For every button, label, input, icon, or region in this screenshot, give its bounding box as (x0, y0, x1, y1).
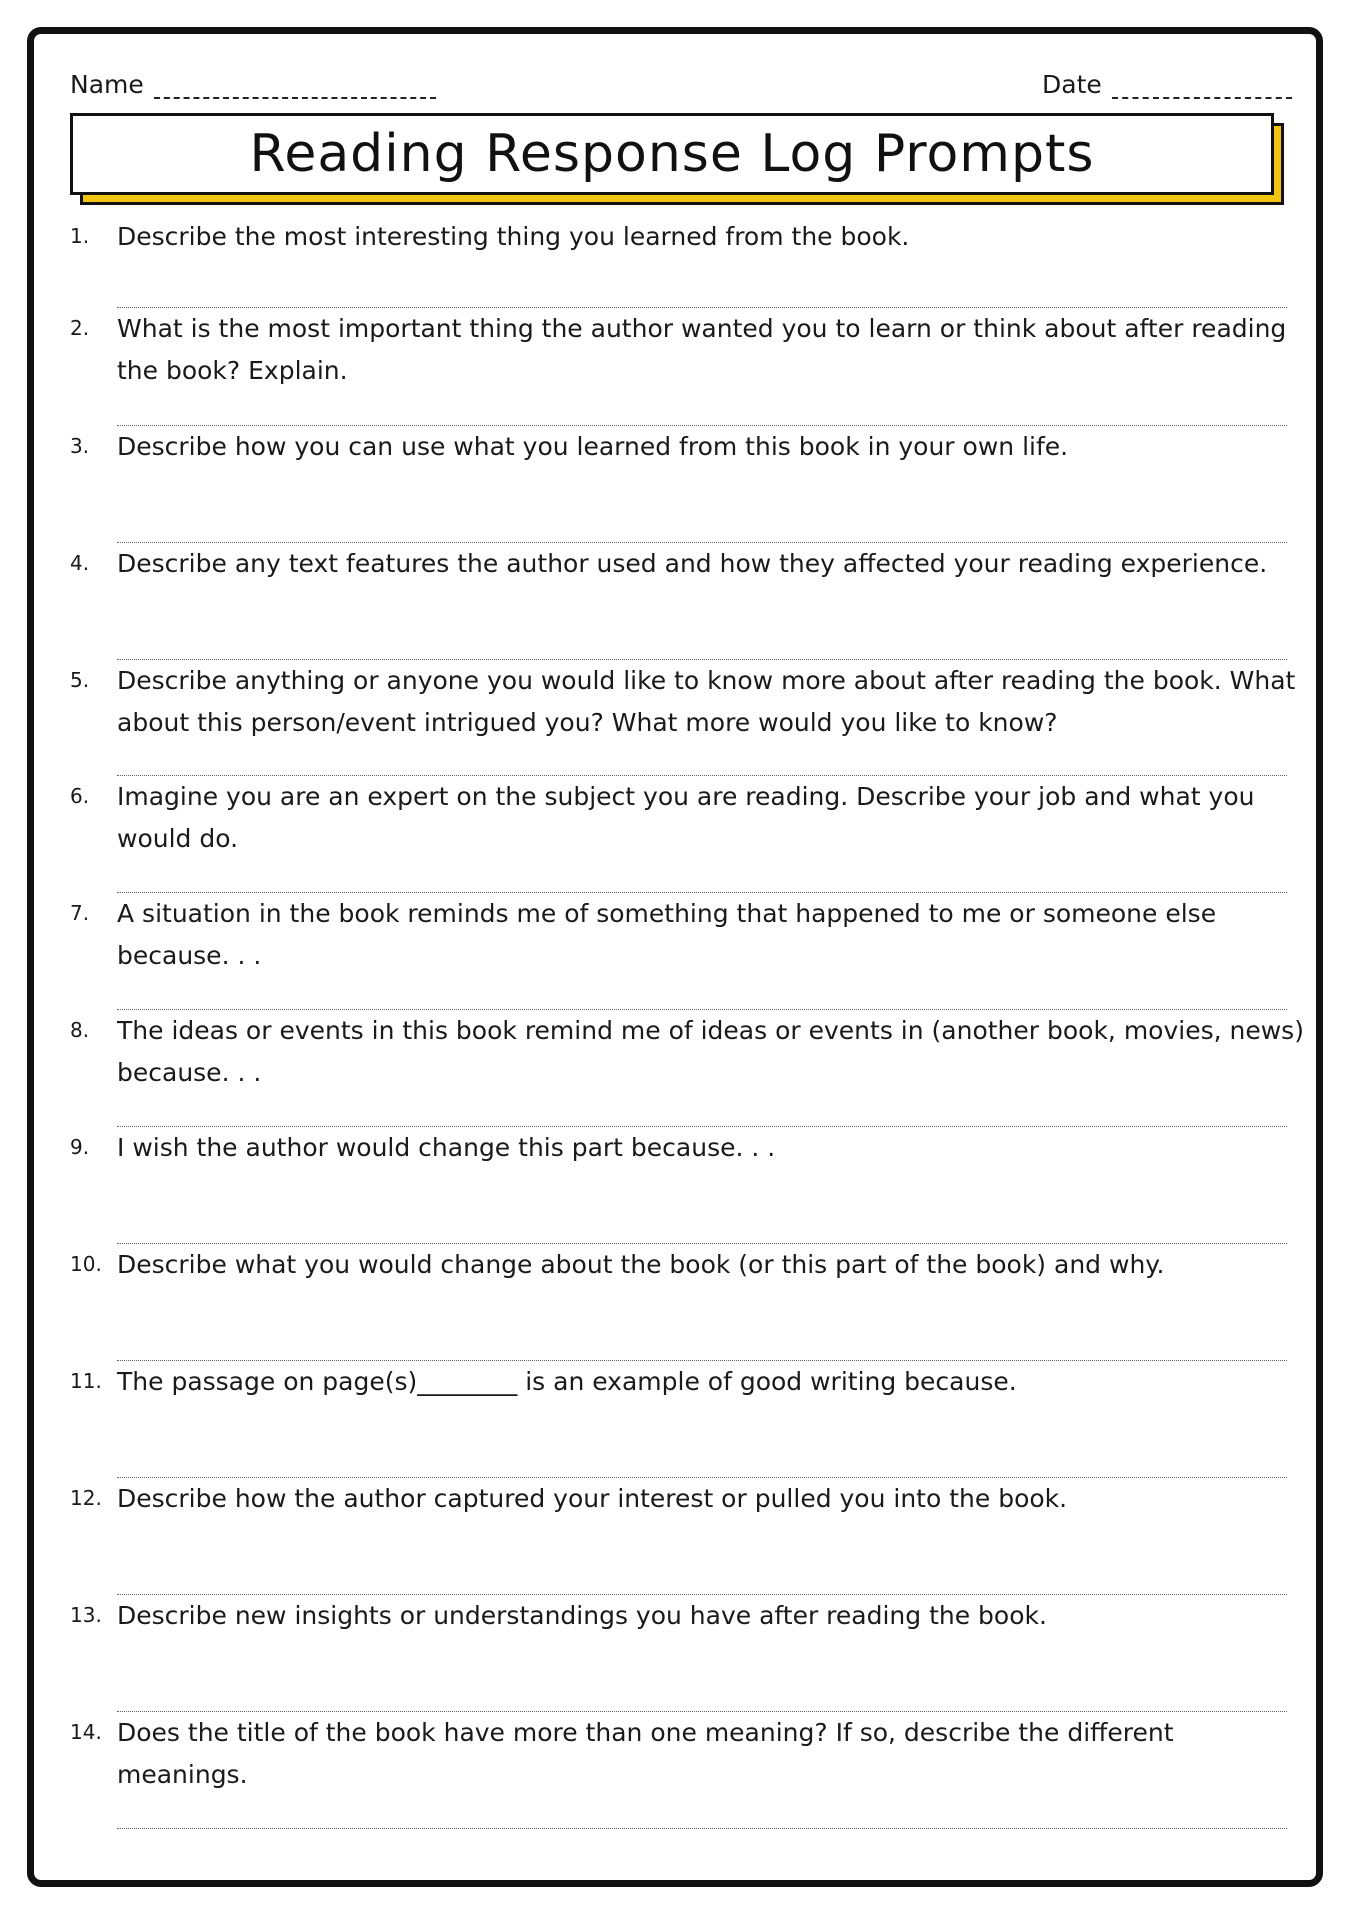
name-line[interactable] (154, 75, 436, 99)
prompt-text: The ideas or events in this book remind me of ideas or events in (another book, movies, news) because. . . (117, 1016, 1304, 1087)
name-label: Name (70, 70, 144, 99)
prompt-text: Describe new insights or understandings you have after reading the book. (117, 1601, 1047, 1630)
prompt-item (70, 1712, 1310, 1829)
prompt-text: Imagine you are an expert on the subject you are reading. Describe your job and what you would do. (117, 782, 1255, 853)
prompt-text: A situation in the book reminds me of something that happened to me or someone else because. . . (117, 899, 1217, 970)
prompt-text: Describe how you can use what you learned from this book in your own life. (117, 432, 1069, 461)
date-label: Date (1042, 70, 1102, 99)
prompt-item (70, 1127, 1310, 1244)
prompt-item (70, 1244, 1310, 1361)
prompt-number: 5. (70, 668, 90, 692)
name-date-row (70, 70, 1290, 106)
prompt-number: 2. (70, 316, 90, 340)
prompt-number: 14. (70, 1720, 102, 1744)
prompt-text: Describe the most interesting thing you learned from the book. (117, 222, 910, 251)
prompt-text: Describe any text features the author used and how they affected your reading experience. (117, 549, 1268, 578)
prompt-item (70, 308, 1310, 426)
prompt-number: 10. (70, 1252, 102, 1276)
prompt-text: The passage on page(s)________ is an example of good writing because. (117, 1367, 1017, 1396)
prompt-number: 7. (70, 901, 90, 925)
prompt-text: Describe anything or anyone you would like to know more about after reading the book. What about this person/event intrigued you? What more would you like to know? (117, 666, 1296, 737)
prompt-number: 9. (70, 1135, 90, 1159)
prompt-number: 6. (70, 784, 90, 808)
page-title: Reading Response Log Prompts (249, 124, 1095, 184)
prompt-item (70, 1595, 1310, 1712)
title-banner (70, 113, 1284, 205)
prompt-number: 1. (70, 224, 90, 248)
prompt-item (70, 776, 1310, 893)
prompt-item (70, 660, 1310, 776)
prompt-item (70, 1010, 1310, 1127)
prompt-list (70, 216, 1310, 1829)
answer-line[interactable] (117, 1828, 1287, 1829)
prompt-item (70, 1478, 1310, 1595)
prompt-item (70, 1361, 1310, 1478)
prompt-number: 11. (70, 1369, 102, 1393)
title-box (70, 113, 1274, 195)
date-field (1042, 70, 1292, 99)
prompt-text: Describe how the author captured your interest or pulled you into the book. (117, 1484, 1068, 1513)
date-line[interactable] (1112, 75, 1292, 99)
prompt-number: 4. (70, 551, 90, 575)
prompt-text: I wish the author would change this part because. . . (117, 1133, 776, 1162)
prompt-text: Describe what you would change about the book (or this part of the book) and why. (117, 1250, 1165, 1279)
prompt-item (70, 893, 1310, 1010)
prompt-number: 3. (70, 434, 90, 458)
name-field (70, 70, 436, 99)
prompt-item (70, 543, 1310, 660)
prompt-item (70, 216, 1310, 308)
prompt-text: Does the title of the book have more than one meaning? If so, describe the different meanings. (117, 1718, 1174, 1789)
prompt-number: 8. (70, 1018, 90, 1042)
prompt-text: What is the most important thing the author wanted you to learn or think about after reading the book? Explain. (117, 314, 1287, 385)
prompt-number: 13. (70, 1603, 102, 1627)
prompt-number: 12. (70, 1486, 102, 1510)
prompt-item (70, 426, 1310, 543)
